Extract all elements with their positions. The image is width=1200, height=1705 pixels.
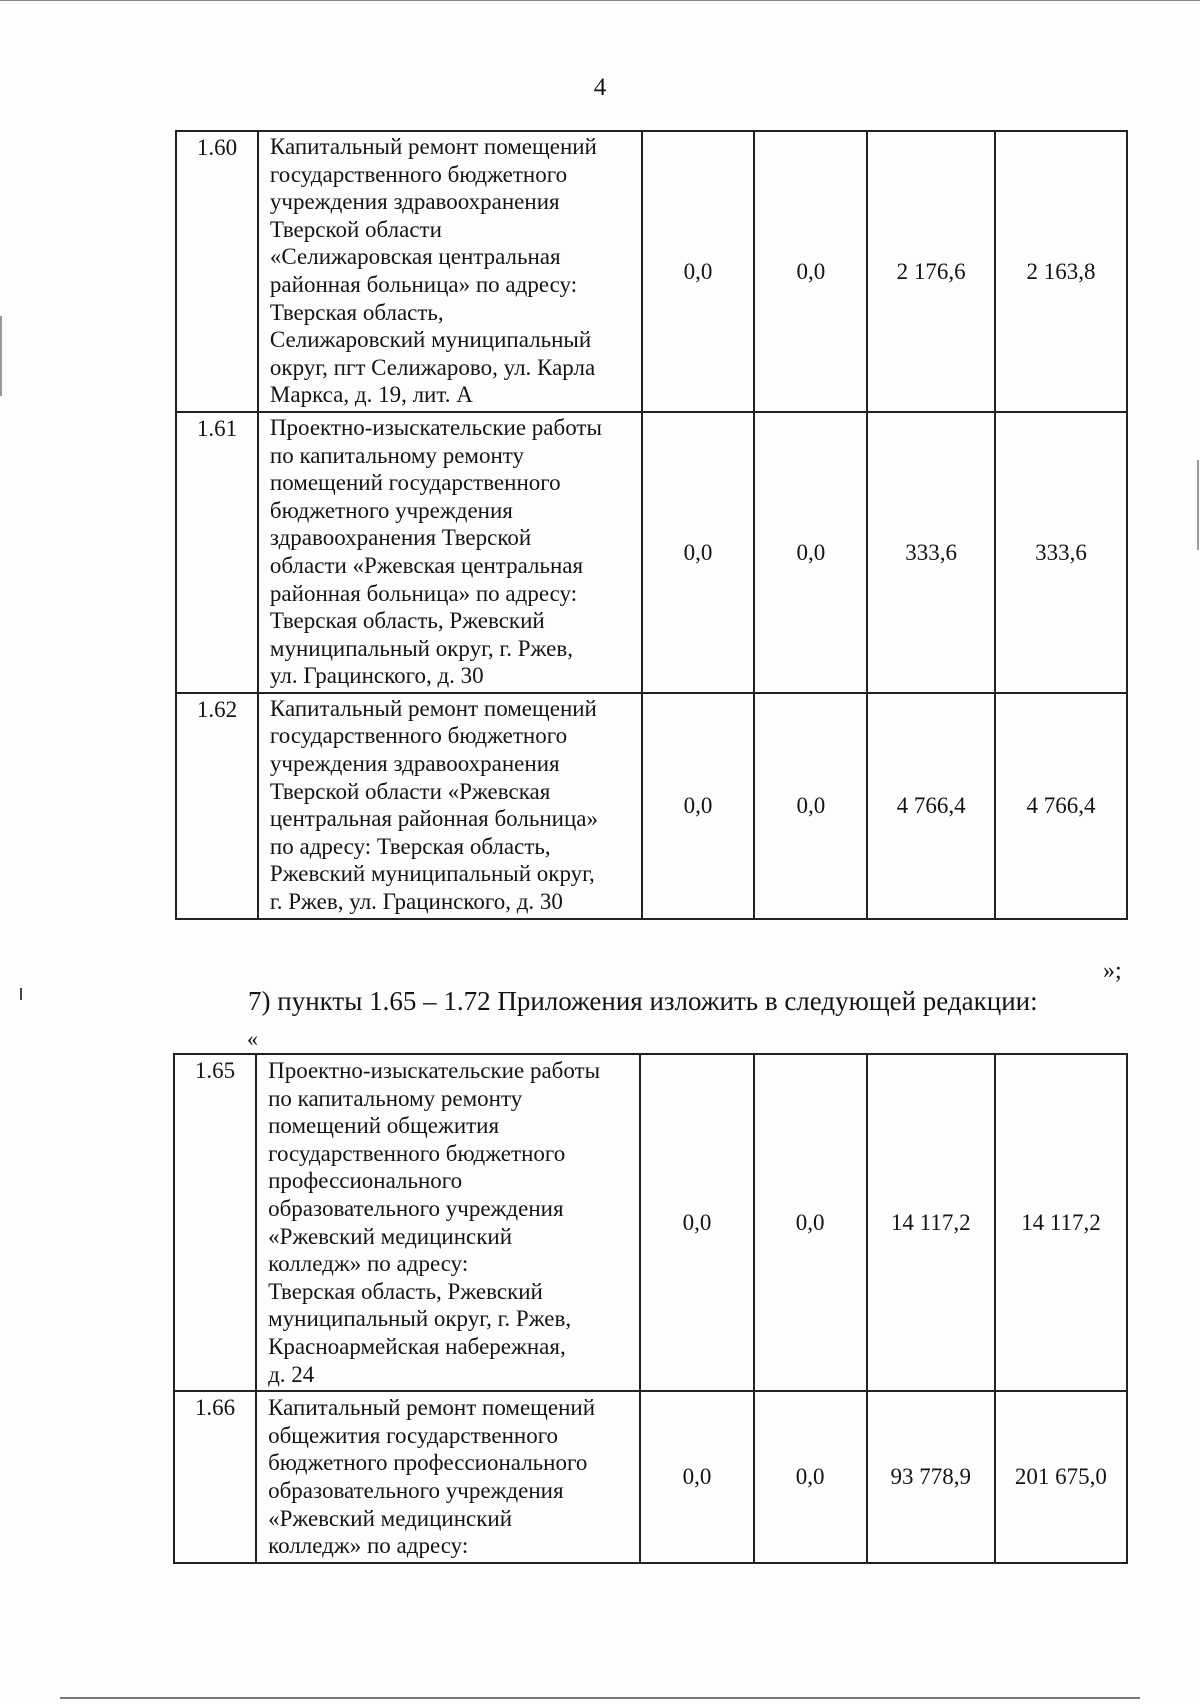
funding-table-2 (173, 1053, 1128, 1564)
value-cell: 14 117,2 (867, 1054, 995, 1391)
description-line: общежития государственного (268, 1422, 559, 1448)
description-line: образовательного учреждения (268, 1195, 564, 1221)
opening-quote-mark: « (247, 1026, 258, 1051)
amendment-instruction: 7) пункты 1.65 – 1.72 Приложения изложить в следующей редакции: (248, 986, 1038, 1016)
description-line: по адресу: Тверская область, (269, 833, 551, 859)
description-line: муниципальный округ, г. Ржев, (269, 635, 573, 661)
item-number: 1.66 (174, 1391, 256, 1563)
description-line: «Ржевский медицинский (268, 1223, 513, 1249)
table-row (174, 1391, 1127, 1563)
item-description (258, 412, 642, 693)
item-description (256, 1054, 640, 1391)
item-number: 1.60 (176, 131, 258, 412)
item-description (258, 693, 642, 919)
description-line: ул. Грацинского, д. 30 (269, 663, 484, 689)
value-cell: 333,6 (867, 412, 995, 693)
value-cell: 0,0 (640, 1391, 753, 1563)
description-line: Селижаровский муниципальный (269, 327, 592, 353)
description-line: бюджетного учреждения (269, 497, 513, 523)
value-cell: 0,0 (642, 412, 755, 693)
value-cell: 2 163,8 (995, 131, 1127, 412)
description-line: области «Ржевская центральная (269, 552, 584, 578)
table-row (176, 131, 1127, 412)
description-line: муниципальный округ, г. Ржев, (268, 1306, 572, 1332)
description-line: помещений общежития (268, 1113, 500, 1139)
description-line: д. 24 (268, 1361, 315, 1387)
table-row (176, 693, 1127, 919)
scan-edge-mark (0, 316, 2, 396)
value-cell: 333,6 (995, 412, 1127, 693)
description-line: по капитальному ремонту (269, 442, 525, 468)
description-line: Тверская область, (269, 299, 444, 325)
description-line: Маркса, д. 19, лит. А (269, 382, 473, 408)
description-line: образовательного учреждения (268, 1477, 564, 1503)
description-line: государственного бюджетного (269, 723, 568, 749)
scan-edge-mark (0, 0, 1200, 1)
value-cell: 201 675,0 (995, 1391, 1127, 1563)
description-line: государственного бюджетного (268, 1140, 566, 1166)
description-line: колледж» по адресу: (268, 1251, 469, 1277)
value-cell: 93 778,9 (867, 1391, 995, 1563)
description-line: районная больница» по адресу: (269, 271, 578, 297)
description-line: районная больница» по адресу: (269, 580, 578, 606)
scan-edge-mark (1197, 460, 1199, 550)
description-line: Тверская область, Ржевский (268, 1278, 543, 1304)
table-row (176, 412, 1127, 693)
value-cell: 0,0 (754, 412, 867, 693)
description-line: государственного бюджетного (269, 161, 568, 187)
description-line: округ, пгт Селижарово, ул. Карла (269, 354, 596, 380)
description-line: Капитальный ремонт помещений (269, 134, 597, 159)
value-cell: 0,0 (754, 131, 867, 412)
description-line: Проектно-изыскательские работы (268, 1058, 601, 1083)
scan-edge-mark (60, 1697, 1140, 1699)
value-cell: 0,0 (754, 1054, 867, 1391)
value-cell: 4 766,4 (995, 693, 1127, 919)
description-line: профессионального (268, 1168, 463, 1194)
description-line: бюджетного профессионального (268, 1450, 588, 1476)
table-row (174, 1054, 1127, 1391)
description-line: «Селижаровская центральная (269, 244, 561, 270)
description-line: г. Ржев, ул. Грацинского, д. 30 (269, 889, 563, 915)
description-line: Ржевский муниципальный округ, (269, 861, 595, 887)
page-number: 4 (593, 74, 607, 101)
funding-table-1 (175, 130, 1128, 920)
scan-edge-mark (20, 988, 22, 1000)
description-line: «Ржевский медицинский (268, 1505, 513, 1531)
description-line: Капитальный ремонт помещений (269, 695, 597, 721)
item-description (258, 131, 642, 412)
closing-quote-mark: »; (1103, 958, 1122, 984)
value-cell: 14 117,2 (995, 1054, 1127, 1391)
description-line: учреждения здравоохранения (269, 189, 560, 215)
value-cell: 2 176,6 (867, 131, 995, 412)
value-cell: 0,0 (754, 1391, 867, 1563)
item-number: 1.62 (176, 693, 258, 919)
item-description (256, 1391, 640, 1563)
description-line: по капитальному ремонту (268, 1085, 523, 1111)
description-line: центральная районная больница» (269, 806, 598, 832)
value-cell: 0,0 (642, 693, 755, 919)
value-cell: 0,0 (754, 693, 867, 919)
value-cell: 0,0 (642, 131, 755, 412)
description-line: помещений государственного (269, 470, 561, 496)
description-line: Капитальный ремонт помещений (268, 1395, 596, 1421)
description-line: здравоохранения Тверской (269, 525, 532, 551)
description-line: Красноармейская набережная, (268, 1333, 566, 1359)
value-cell: 0,0 (640, 1054, 753, 1391)
description-line: Тверской области (269, 216, 442, 242)
item-number: 1.61 (176, 412, 258, 693)
value-cell: 4 766,4 (867, 693, 995, 919)
item-number: 1.65 (174, 1054, 256, 1391)
description-line: Тверской области «Ржевская (269, 778, 551, 804)
description-line: колледж» по адресу: (268, 1533, 469, 1559)
description-line: Тверская область, Ржевский (269, 608, 545, 634)
description-line: учреждения здравоохранения (269, 751, 560, 777)
description-line: Проектно-изыскательские работы (269, 414, 602, 440)
